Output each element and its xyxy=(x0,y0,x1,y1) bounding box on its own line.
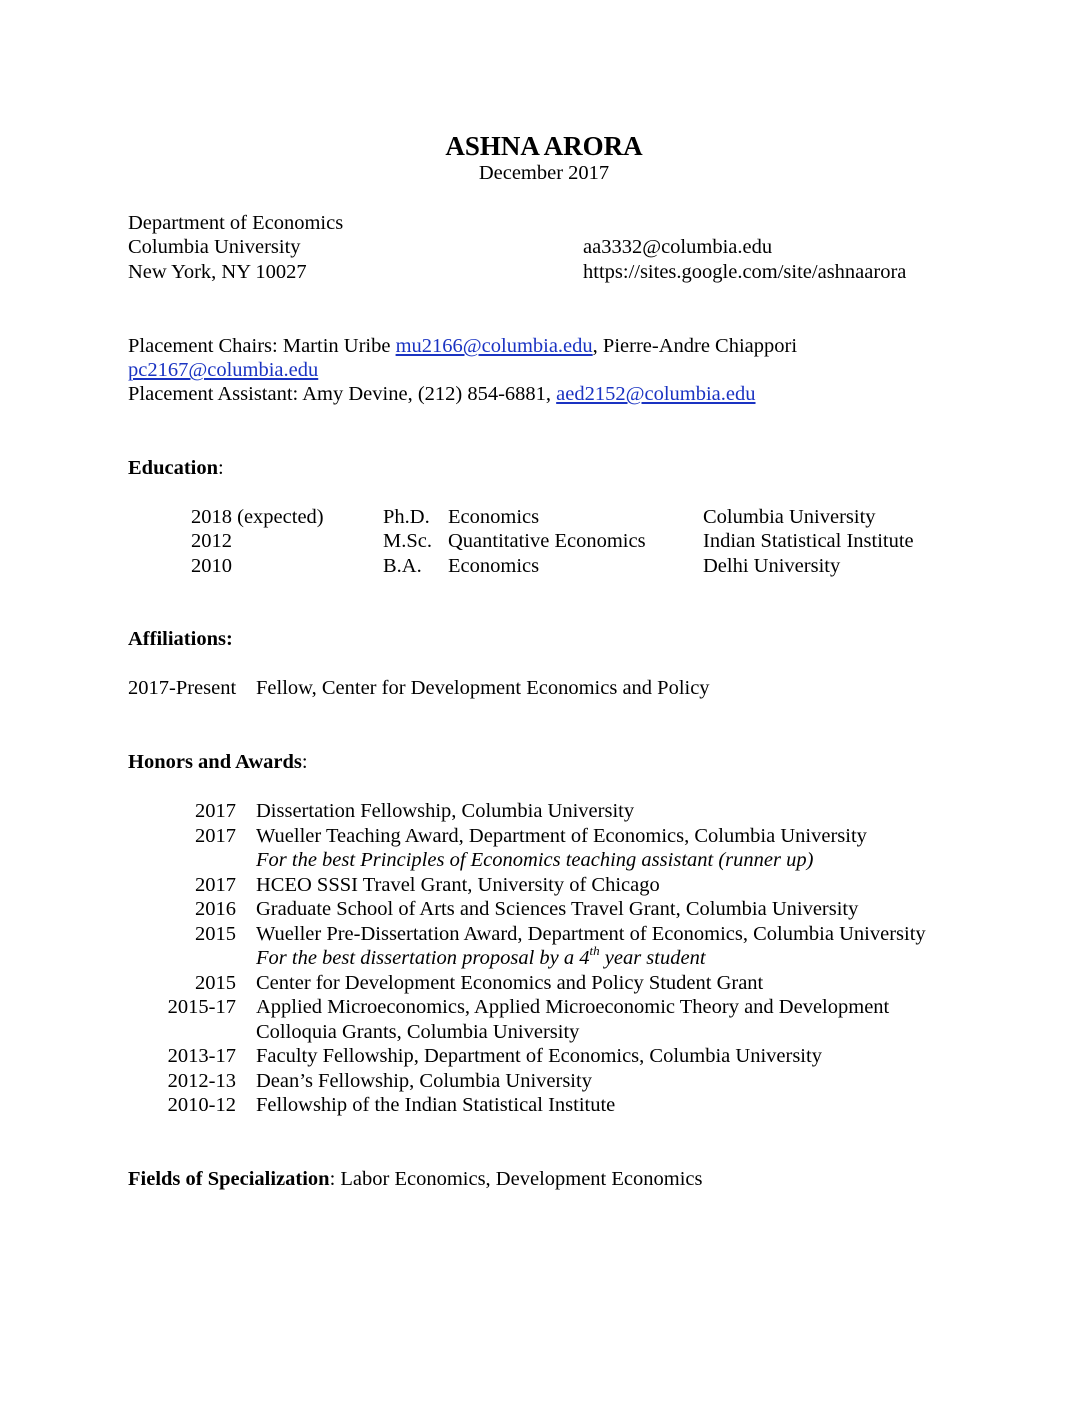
contact-department: Department of Economics xyxy=(128,212,344,234)
affiliation-years: 2017-Present xyxy=(128,677,237,699)
chair2-email-link[interactable]: pc2167@columbia.edu xyxy=(128,359,319,381)
chair1-email-link[interactable]: mu2166@columbia.edu xyxy=(395,335,593,357)
award-year: 2010-12 xyxy=(167,1094,236,1116)
affiliation-text: Fellow, Center for Development Economics and Policy xyxy=(256,677,710,699)
contact-city: New York, NY 10027 xyxy=(128,261,307,283)
education-school: Delhi University xyxy=(703,555,841,577)
fields-text: : Labor Economics, Development Economics xyxy=(329,1168,703,1190)
education-field: Economics xyxy=(448,555,540,577)
award-text: HCEO SSSI Travel Grant, University of Chicago xyxy=(256,874,660,896)
award-year: 2017 xyxy=(195,800,236,822)
affiliations-heading: Affiliations: xyxy=(128,628,233,650)
award-note: For the best dissertation proposal by a 4th year student xyxy=(256,943,706,969)
award-text: Applied Microeconomics, Applied Microeconomic Theory and Development xyxy=(256,996,890,1018)
award-text: Dissertation Fellowship, Columbia University xyxy=(256,800,635,822)
award-year: 2015-17 xyxy=(167,996,236,1018)
education-school: Indian Statistical Institute xyxy=(703,530,914,552)
fields-line xyxy=(128,1167,702,1192)
award-text: Center for Development Economics and Policy Student Grant xyxy=(256,972,764,994)
honors-heading-line: Honors and Awards: xyxy=(128,751,308,773)
education-degree: B.A. xyxy=(383,555,422,577)
education-school: Columbia University xyxy=(703,506,876,528)
education-heading: Education xyxy=(128,457,218,479)
education-degree: Ph.D. xyxy=(383,506,430,528)
award-year: 2012-13 xyxy=(167,1070,236,1092)
award-text: Dean’s Fellowship, Columbia University xyxy=(256,1070,592,1092)
award-text: Fellowship of the Indian Statistical Institute xyxy=(256,1094,616,1116)
education-field: Economics xyxy=(448,506,540,528)
contact-email: aa3332@columbia.edu xyxy=(583,236,773,258)
education-year: 2018 (expected) xyxy=(191,506,324,528)
placement-chair2-email-line xyxy=(128,358,318,383)
education-field: Quantitative Economics xyxy=(448,530,646,552)
award-text: Faculty Fellowship, Department of Economics, Columbia University xyxy=(256,1045,822,1067)
award-note: For the best Principles of Economics teaching assistant (runner up) xyxy=(256,849,814,871)
placement-assistant-text: Placement Assistant: Amy Devine, (212) 854-6881, xyxy=(128,383,557,405)
award-text-continued: Colloquia Grants, Columbia University xyxy=(256,1021,580,1043)
award-text: Wueller Pre-Dissertation Award, Department of Economics, Columbia University xyxy=(256,923,926,945)
award-year: 2017 xyxy=(195,874,236,896)
award-year: 2013-17 xyxy=(167,1045,236,1067)
fields-heading: Fields of Specialization xyxy=(128,1168,330,1190)
assistant-email-link[interactable]: aed2152@columbia.edu xyxy=(556,383,756,405)
placement-assistant-line xyxy=(128,382,756,407)
contact-website: https://sites.google.com/site/ashnaarora xyxy=(583,261,907,283)
contact-university: Columbia University xyxy=(128,236,301,258)
award-year: 2015 xyxy=(195,972,236,994)
education-degree: M.Sc. xyxy=(383,530,432,552)
award-text: Graduate School of Arts and Sciences Travel Grant, Columbia University xyxy=(256,898,859,920)
education-heading-line: Education: xyxy=(128,457,224,479)
education-year: 2010 xyxy=(191,555,232,577)
education-year: 2012 xyxy=(191,530,232,552)
award-year: 2015 xyxy=(195,923,236,945)
award-year: 2016 xyxy=(195,898,236,920)
cv-name: ASHNA ARORA xyxy=(445,131,643,161)
placement-chairs-label: Placement Chairs: Martin Uribe xyxy=(128,335,396,357)
chair2-text: , Pierre-Andre Chiappori xyxy=(592,335,798,357)
honors-heading: Honors and Awards xyxy=(128,751,302,773)
placement-chairs-line xyxy=(128,334,797,359)
award-text: Wueller Teaching Award, Department of Economics, Columbia University xyxy=(256,825,867,847)
award-year: 2017 xyxy=(195,825,236,847)
cv-date: December 2017 xyxy=(478,162,610,184)
